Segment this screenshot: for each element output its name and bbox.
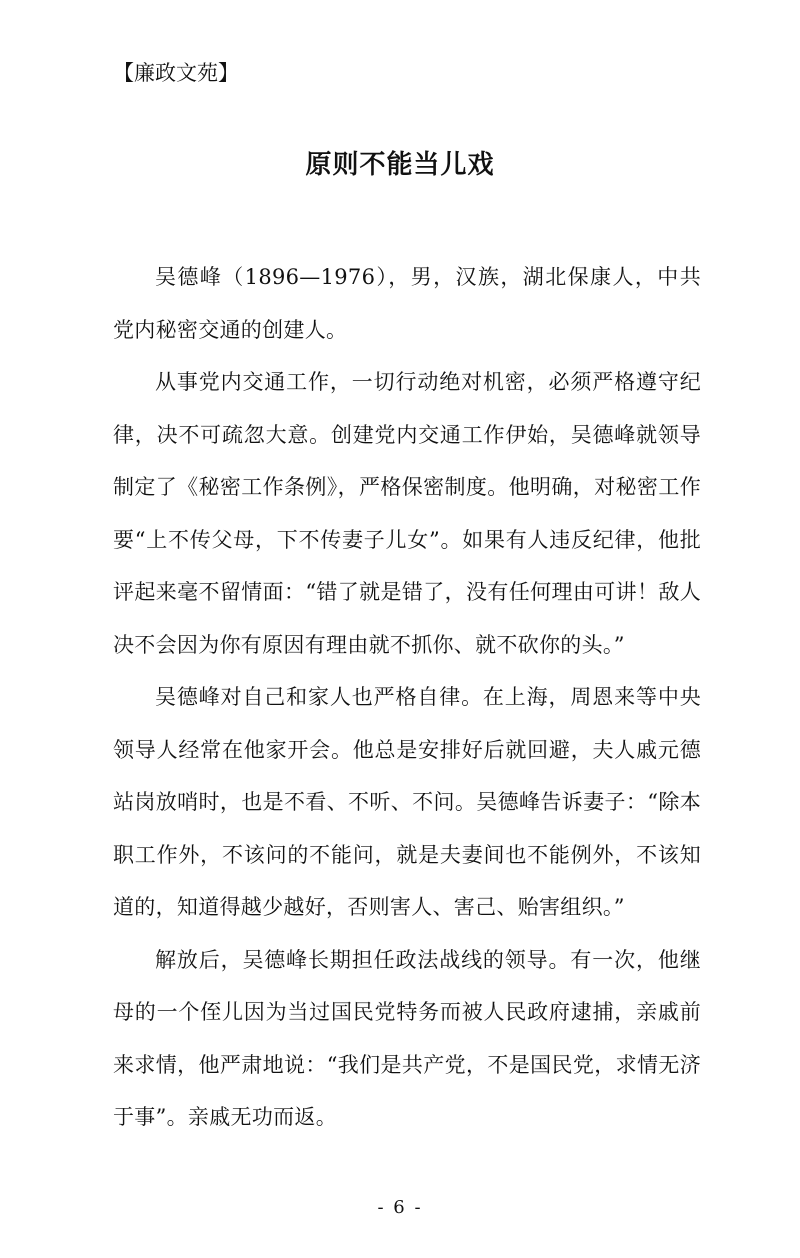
- section-tag: 【廉政文苑】: [113, 61, 239, 85]
- paragraph-4: 解放后，吴德峰长期担任政法战线的领导。有一次，他继母的一个侄儿因为当过国民党特务而被人民政府逮捕，亲戚前来求情，他严肃地说：“我们是共产党，不是国民党，求情无济于事”。亲戚无功而返。: [113, 947, 701, 1129]
- article-body: [113, 251, 701, 1144]
- page-number: - 6 -: [377, 1197, 423, 1218]
- paragraph-2: 从事党内交通工作，一切行动绝对机密，必须严格遵守纪律，决不可疏忽大意。创建党内交通工作伊始，吴德峰就领导制定了《秘密工作条例》，严格保密制度。他明确，对秘密工作要“上不传父母，下不传妻子儿女”。如果有人违反纪律，他批评起来毫不留情面：“错了就是错了，没有任何理由可讲！敌人决不会因为你有原因有理由就不抓你、就不砍你的头。”: [113, 370, 701, 657]
- paragraph-3: 吴德峰对自己和家人也严格自律。在上海，周恩来等中央领导人经常在他家开会。他总是安排好后就回避，夫人戚元德站岗放哨时，也是不看、不听、不问。吴德峰告诉妻子：“除本职工作外，不该问的不能问，就是夫妻间也不能例外，不该知道的，知道得越少越好，否则害人、害己、贻害组织。”: [113, 685, 701, 919]
- paragraph-1: 吴德峰（1896—1976），男，汉族，湖北保康人，中共党内秘密交通的创建人。: [113, 265, 701, 342]
- article-title: 原则不能当儿戏: [305, 150, 495, 180]
